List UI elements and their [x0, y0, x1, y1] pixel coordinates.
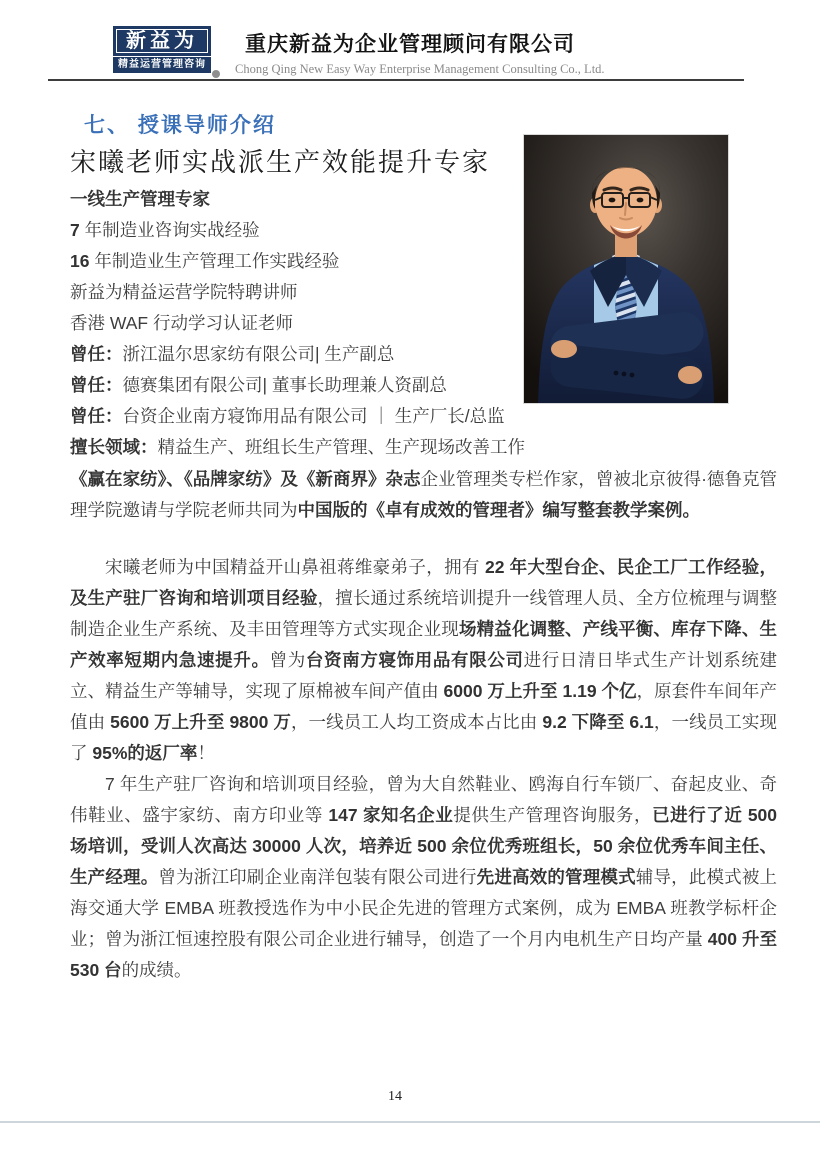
credential-line: 曾任：台资企业南方寝饰用品有限公司 ｜ 生产厂长/总监 — [70, 406, 505, 426]
company-name-cn: 重庆新益为企业管理顾问有限公司 — [245, 33, 575, 56]
credentials-list — [70, 184, 525, 463]
credential-line: 擅长领域：精益生产、班组长生产管理、生产现场改善工作 — [70, 437, 525, 457]
footer-divider — [0, 1121, 820, 1123]
section-title: 七、 授课导师介绍 — [84, 114, 276, 137]
header-divider — [48, 79, 744, 81]
credential-line: 16 年制造业生产管理工作实践经验 — [70, 251, 340, 271]
credential-line: 7 年制造业咨询实战经验 — [70, 220, 260, 240]
credential-line: 一线生产管理专家 — [70, 189, 210, 209]
logo-wordmark: 新益为 — [113, 26, 211, 56]
credential-line: 新益为精益运营学院特聘讲师 — [70, 282, 298, 302]
instructor-headline: 宋曦老师实战派生产效能提升专家 — [70, 148, 491, 177]
bio-paragraph-1: 宋曦老师为中国精益开山鼻祖蒋维豪弟子，拥有 22 年大型台企、民企工厂工作经验，及生产驻厂咨询和培训项目经验，擅长通过系统培训提升一线管理人员、全方位梳理与调整制造企业生产系统、及丰田管理等方式实现企业现场精益化调整、产线平衡、库存下降、生产效率短期内急速提升。曾为台资南方寝饰用品有限公司进行日清日毕式生产计划系统建立、精益生产等辅导，实现了原棉被车间产值由 6000 万上升至 1.19 个亿，原套件车间年产值由 5600 万上升至 9800 万，一线员工人均工资成本占比由 9.2 下降至 6.1，一线员工实现了 95%的返厂率！ — [70, 557, 778, 763]
company-name-en: Chong Qing New Easy Way Enterprise Management Consulting Co., Ltd. — [235, 62, 605, 76]
credential-line: 曾任：浙江温尔思家纺有限公司| 生产副总 — [70, 344, 395, 364]
author-note: 《赢在家纺》、《品牌家纺》及《新商界》杂志企业管理类专栏作家，曾被北京彼得·德鲁克管理学院邀请与学院老师共同为中国版的《卓有成效的管理者》编写整套教学案例。 — [70, 469, 778, 520]
company-logo — [113, 26, 211, 73]
logo-dot-icon — [212, 70, 220, 78]
page-number: 14 — [388, 1089, 402, 1104]
bio-paragraph-2: 7 年生产驻厂咨询和培训项目经验，曾为大自然鞋业、鸥海自行车锁厂、奋起皮业、奇伟鞋业、盛宇家纺、南方印业等 147 家知名企业提供生产管理咨询服务，已进行了近 500 场培训，受训人次高达 30000 人次，培养近 500 余位优秀班组长，50 余位优秀车间主任、生产经理。曾为浙江印刷企业南洋包装有限公司进行先进高效的管理模式辅导，此模式被上海交通大学 EMBA 班教授选作为中小民企先进的管理方式案例，成为 EMBA 班教学标杆企业；曾为浙江恒速控股有限公司企业进行辅导，创造了一个月内电机生产日均产量 400 升至 530 台的成绩。 — [70, 774, 778, 980]
instructor-photo — [523, 134, 729, 404]
bio-section — [70, 464, 777, 986]
credential-line: 香港 WAF 行动学习认证老师 — [70, 313, 293, 333]
company-name-block — [235, 31, 605, 78]
logo-tagline: 精益运营管理咨询 — [113, 57, 211, 73]
credential-line: 曾任：德赛集团有限公司| 董事长助理兼人资副总 — [70, 375, 447, 395]
portrait-illustration — [524, 135, 728, 403]
